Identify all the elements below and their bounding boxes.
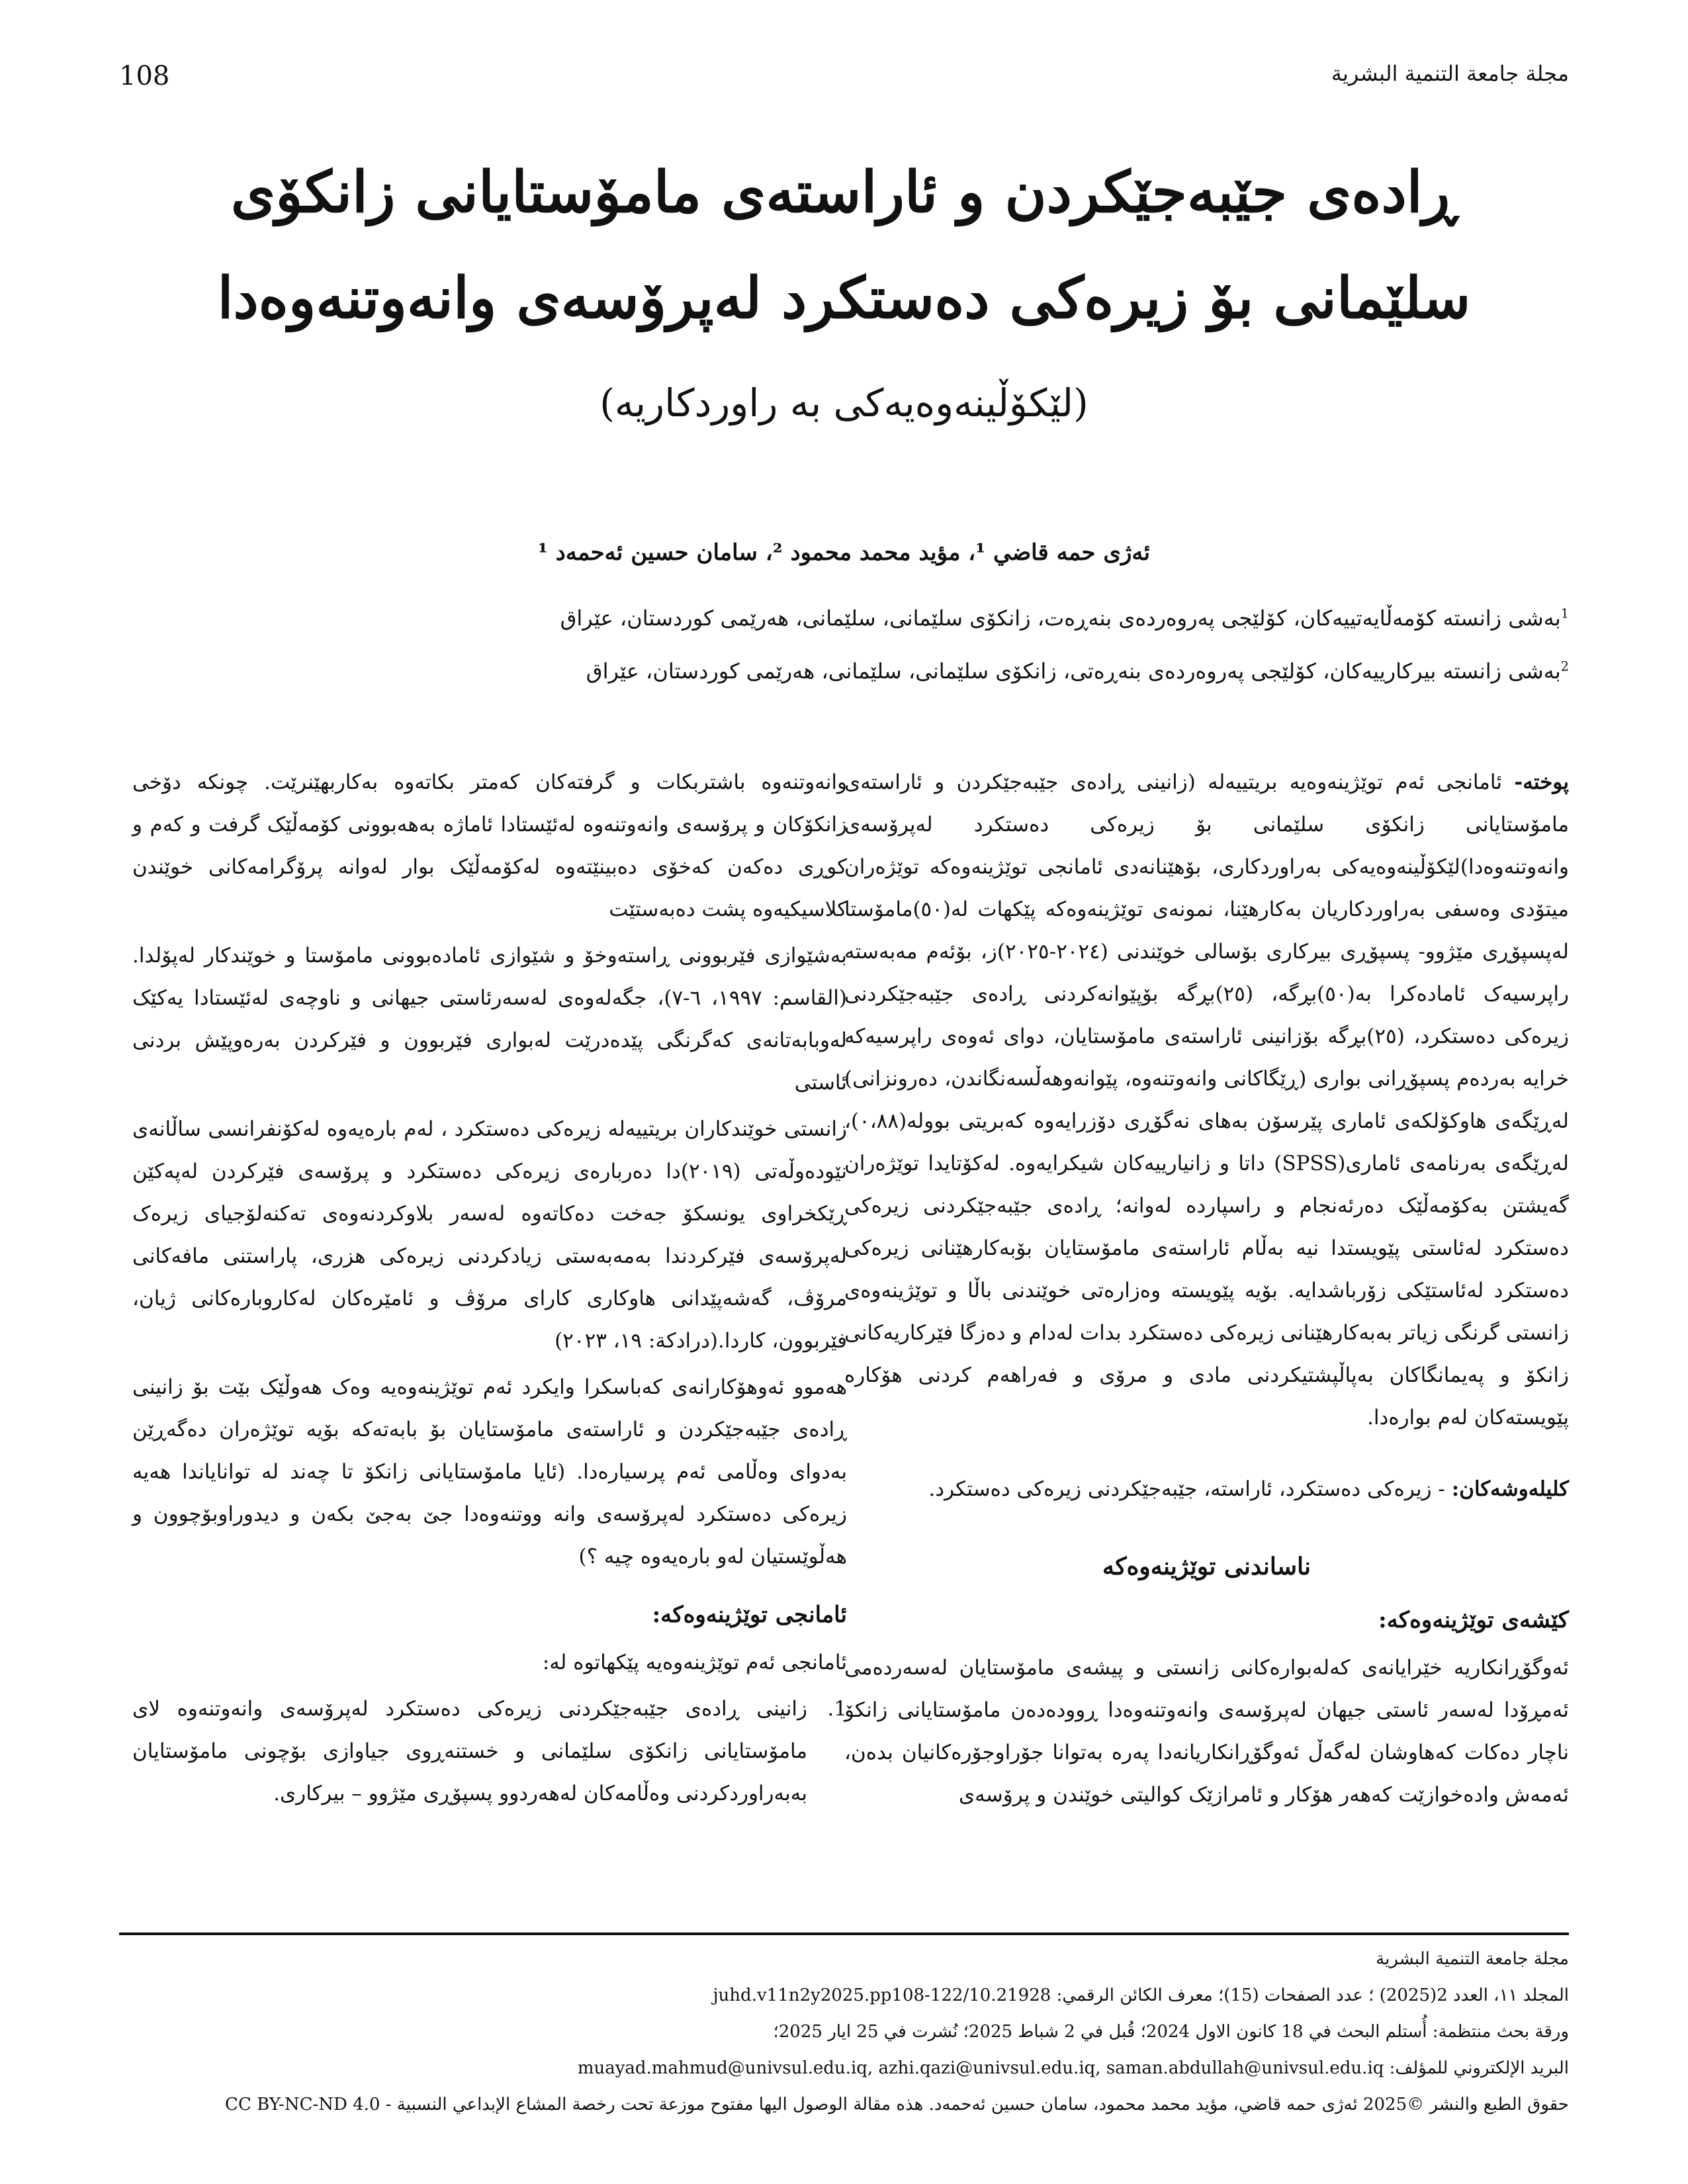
- body-paragraph-2: بەشێوازی فێربوونی ڕاستەوخۆ و شێوازی ئامادەبوونی مامۆستا و خوێندکار لەپۆلدا.(القاسم: ١٩٩٧، ٦-٧)، جگەلەوەی لەسەرئاستی جیهانی و ناوچەی لەئێستادا یەکێک لەوبابەتانەی کەگرنگی پێدەدرێت لەبواری فێربوون و فێرکردن بەرەوپێش بردنی ئاستی: [132, 944, 848, 1095]
- aim-text: زانینی ڕادەی جێبەجێکردنی زیرەکی دەستکرد لەپرۆسەی وانەوتنەوە لای مامۆستایانی زانکۆی سلێمانی و خستنەڕوی جیاوازی بۆچونی مامۆستایان بەبەراوردکردنی وەڵامەکان لەهەردوو پسپۆڕی مێژوو – بیرکاری.: [132, 1697, 807, 1805]
- list-number: 1.: [827, 1697, 847, 1721]
- page-number: 108: [119, 61, 170, 91]
- subsection-heading-problem: کێشەی توێژینەوەکە:: [1378, 1607, 1569, 1633]
- affiliation-text: بەشی زانستە بیرکارییەکان، کۆلێجی پەروەردەی بنەڕەتی، زانکۆی سلێمانی، سلێمانی، هەرێمی کوردستان، عێراق: [586, 659, 1561, 684]
- footer-volume: المجلد ١١، العدد 2(2025) ؛ عدد الصفحات (15)؛ معرف الكائن الرقمي: 10.21928/juhd.v11n2y2025.pp108-122: [713, 1985, 1569, 2005]
- title-line-2: سلێمانی بۆ زیرەکی دەستکرد لەپرۆسەی وانەوتنەوەدا: [217, 265, 1471, 332]
- footer-divider: [119, 1933, 1569, 1935]
- subsection-heading-aims: ئامانجی توێژینەوەکە:: [652, 1602, 847, 1628]
- abstract-text: ئامانجی ئەم توێژینەوەیە بریتییەلە (زانینی ڕادەی جێبەجێکردن و ئاراستەی مامۆستایانی زانکۆی سلێمانی بۆ زیرەکی دەستکرد لەپرۆسەی وانەوتنەوەدا)لێکۆڵینەوەیەکی بەراوردکاری، بۆهێنانەدی ئامانجی توێژینەوەکە توێژەران میتۆدی وەسفی بەراوردکاریان بەکارهێنا، نمونەی توێژینەوەکە پێکهات لە(٥٠)مامۆستا لەپسپۆڕی مێژوو- پسپۆڕی بیرکاری بۆسالی خوێندنی (٢٠٢٤-٢٠٢٥)ز، بۆئەم مەبەستە راپرسیەک ئامادەکرا بە(٥٠)بڕگە، (٢٥)بڕگە بۆپێوانەکردنی ڕادەی جێبەجێکردنی زیرەکی دەستکرد، (٢٥)بڕگە بۆزانینی ئاراستەی مامۆستایان، دوای ئەوەی راپرسیەکە خرایە بەردەم پسپۆڕانی بواری (ڕێگاکانی وانەوتنەوە، پێوانەوهەڵسەنگاندن، دەرونزانی) لەڕێگەی هاوکۆلکەی ئاماری پێرسۆن بەهای نەگۆڕی دۆزرایەوە کەبریتی بوولە(٠،٨٨)، لەڕێگەی بەرنامەی ئاماری(SPSS) داتا و زانیارییەکان شیکرایەوە. لەکۆتایدا توێژەران گەیشتن بەکۆمەڵێک دەرئەنجام و راسپاردە لەوانە؛ ڕادەی جێبەجێکردنی زیرەکی دەستکرد لەئاستی پێویستدا نیە بەڵام ئاراستەی مامۆستایان بۆبەکارهێنانی زیرەکی دەستکرد لەئاستێکی زۆرباشدایە. بۆیە پێویستە وەزارەتی خوێندنی باڵا و توێژینەوەی زانستی گرنگی زیاتر بەبەکارهێنانی زیرەکی دەستکرد بدات لەدام و دەزگا فێرکاریەکانی زانکۆ و پەیمانگاکان بەپاڵپشتیکردنی مادی و مرۆی و فەراهەم کردنی هۆکارە پێویستەکان لەم بوارەدا.: [844, 770, 1569, 1430]
- section-heading-intro: ناساندنی توێژینەوەکە: [1102, 1553, 1311, 1580]
- title-subtitle: (لێکۆڵینەوەیەکی بە راوردکاریە): [600, 381, 1088, 426]
- body-paragraph-3: زانستی خوێندکاران بریتییەلە زیرەکی دەستکرد ، لەم بارەیەوە لەکۆنفرانسی ساڵانەی نێودەوڵەتی (٢٠١٩)دا دەربارەی زیرەکی دەستکرد و پرۆسەی فێرکردن لەپەکێن ڕێکخراوی یونسکۆ جەخت دەکاتەوە لەسەر بلاوکردنەوەی تەکنەلۆجیای زیرەک لەپرۆسەی فێرکردندا بەمەبەستی زیادکردنی زیرەکی هزری، پاراستنی مافەکانی مرۆڤ، گەشەپێدانی هاوکاری کارای مرۆڤ و ئامێرەکان لەکاروبارەکانی ژیان، فێربوون، کاردا.(درادکة: ١٩، ٢٠٢٣): [132, 1117, 847, 1353]
- right-column: [844, 761, 1569, 1820]
- journal-name: مجلة جامعة التنمية البشرية: [1331, 61, 1569, 86]
- body-paragraph-1: وانەوتنەوە باشتربکات و گرفتەکان کەمتر بکاتەوە بەکاربهێنرێت. چونکە دۆخی زانکۆکان و پرۆسەی وانەوتنەوە لەئێستادا ئاماژە بەهەبوونی کۆمەڵێک گرفت و کەم و کوڕی دەکەن کەخۆی دەبینێتەوە لەکۆمەڵێک بوار لەوانە پرۆگرامەکانی خوێندن کلاسیکیەوە پشت دەبەستێت: [132, 770, 847, 921]
- abstract-label: پوختە-: [1514, 770, 1570, 794]
- left-column: [132, 761, 847, 1815]
- keywords: [844, 1468, 1569, 1510]
- keywords-text: - زیرەکی دەستکرد، ئاراستە، جێبەجێکردنی زیرەکی دەستکرد.: [928, 1477, 1452, 1501]
- keywords-label: کلیلەوشەکان:: [1451, 1477, 1569, 1501]
- affiliation-marker: 2: [1560, 659, 1569, 674]
- affiliation-text: بەشی زانستە کۆمەڵایەتییەکان، کۆلێجی پەروەردەی بنەڕەت، زانکۆی سلێمانی، سلێمانی، هەرێمی کوردستان، عێراق: [560, 606, 1561, 631]
- affiliation-1: [113, 606, 1569, 631]
- aim-list-item: [132, 1688, 847, 1815]
- author-list: ئەژی حمە قاضي ¹، مؤید محمد محمود ²، سامان حسین ئەحمەد ¹: [537, 539, 1151, 566]
- problem-paragraph: ئەوگۆڕانکاریە خێرایانەی کەلەبوارەکانی زانستی و پیشەی مامۆستایان لەسەردەمی ئەمڕۆدا لەسەر ئاستی جیهان لەپرۆسەی وانەوتنەوەدا ڕوودەدەن مامۆستایانی زانکۆ ناچار دەکات کەهاوشان لەگەڵ ئەوگۆڕانکاریانەدا پەرە بەتوانا جۆراوجۆرەکانیان بدەن، ئەمەش وادەخوازێت کەهەر هۆکار و ئامرازێک کوالیتی خوێندن و پرۆسەی: [844, 1656, 1569, 1807]
- footer-copyright: حقوق الطبع والنشر ©2025 ئەژی حمە قاضي، مؤید محمد محمود، سامان حسین ئەحمەد. هذه مقالة الوصول اليها مفتوح موزعة تحت رخصة المشاع الإبداعي النسبية - CC BY-NC-ND 4.0: [225, 2095, 1569, 2115]
- aims-intro: ئامانجی ئەم توێژینەوەیە پێکهاتوە لە:: [542, 1651, 847, 1674]
- footer-journal: مجلة جامعة التنمية البشرية: [1376, 1949, 1569, 1969]
- email-addresses[interactable]: muayad.mahmud@univsul.edu.iq, azhi.qazi@univsul.edu.iq, saman.abdullah@univsul.edu.iq: [577, 2058, 1384, 2078]
- body-paragraph-4: هەموو ئەوهۆکارانەی کەباسکرا وایکرد ئەم توێژینەوەیە وەک هەوڵێک بێت بۆ زانینی ڕادەی جێبەجێکردن و ئاراستەی مامۆستایان بۆ بابەتەکە بۆیە توێژەران دەگەڕێن بەدوای وەڵامی ئەم پرسیارەدا. (ئایا مامۆستایانی زانکۆ تا چەند لە توانایاندا هەیە زیرەکی دەستکرد لەپرۆسەی وانە ووتنەوەدا جێ بەجێ بکەن و دیدوراوبۆچوون و هەڵوێستیان لەو بارەیەوە چیە ؟): [132, 1375, 847, 1569]
- abstract: [844, 761, 1569, 1439]
- email-label: البريد الإلكتروني للمؤلف:: [1384, 2058, 1569, 2078]
- footer-dates: ورقة بحث منتظمة: أُستلم البحث في 18 كانون الاول 2024؛ قُبل في 2 شباط 2025؛ نُشرت في 25 ايار 2025؛: [773, 2022, 1569, 2042]
- title-line-1: ڕادەی جێبەجێکردن و ئاراستەی مامۆستایانی زانکۆی: [230, 159, 1458, 226]
- footer-emails: [119, 2058, 1569, 2078]
- affiliation-2: [113, 659, 1569, 684]
- affiliation-marker: 1: [1560, 606, 1569, 621]
